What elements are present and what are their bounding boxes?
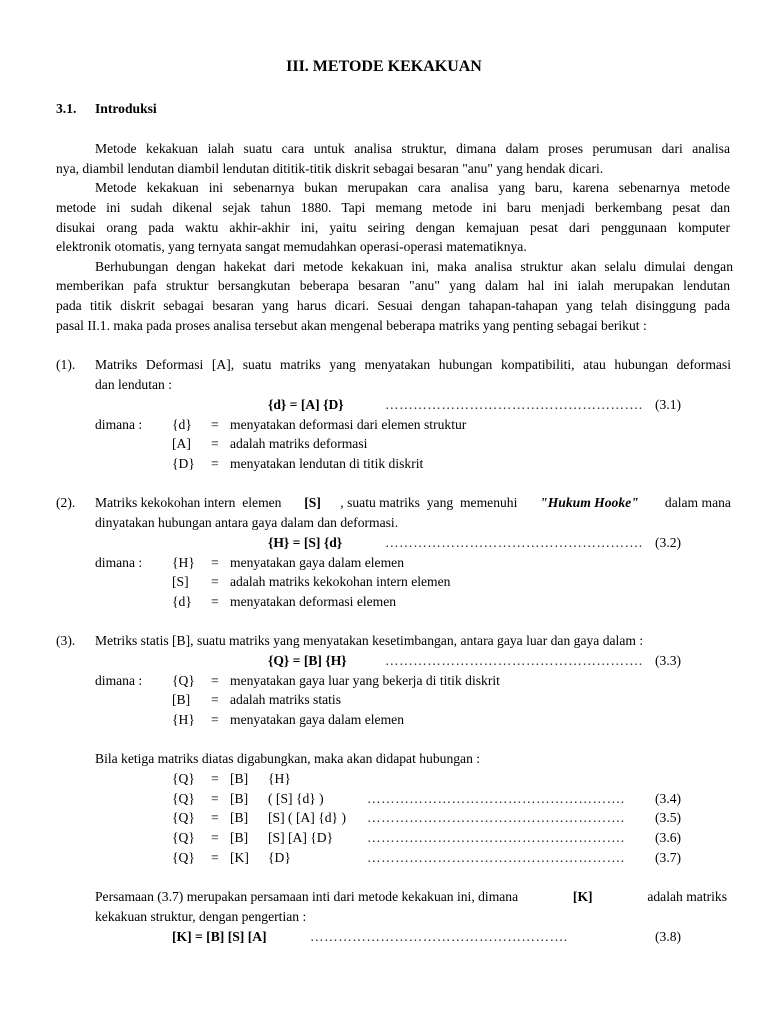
item2-line: dinyatakan hubungan antara gaya dalam dan deformasi. — [95, 515, 399, 530]
combine-rhs: {H} — [268, 771, 291, 786]
combine-lhs: {Q} — [172, 810, 195, 825]
combine-equals: = — [211, 850, 219, 865]
def-text: menyatakan gaya dalam elemen — [230, 712, 404, 727]
combine-equals: = — [211, 830, 219, 845]
final-text: adalah matriks — [643, 889, 727, 904]
leader-dots: ………………………………………………. — [367, 810, 625, 825]
para3-line: Berhubungan dengan hakekat dari metode kekakuan ini, maka analisa struktur akan selalu dimulai dengan — [95, 259, 733, 274]
dimana-label: dimana : — [95, 673, 143, 688]
combine-lhs: {Q} — [172, 791, 195, 806]
equation-number: (3.6) — [655, 830, 682, 845]
def-equals: = — [211, 692, 219, 707]
leader-dots: ………………………………………………. — [310, 929, 568, 944]
combine-rhs: {D} — [268, 850, 291, 865]
def-symbol: {d} — [172, 417, 192, 432]
def-text: adalah matriks statis — [230, 692, 341, 707]
def-symbol: [A] — [172, 436, 191, 451]
section-number: 3.1. — [56, 101, 77, 116]
def-symbol: {Q} — [172, 673, 195, 688]
para3-line: pada titik diskrit sebagai besaran yang harus dicari. Sesuai dengan tahapan-tahapan yang telah disinggung pada — [56, 298, 730, 313]
item3-line: Metriks statis [B], suatu matriks yang menyatakan kesetimbangan, antara gaya luar dan gaya dalam : — [95, 633, 644, 648]
item3-number: (3). — [56, 633, 76, 648]
leader-dots: ………………………………………………. — [385, 535, 643, 550]
matrix-s-symbol: [S] — [304, 495, 321, 510]
para2-line: elektronik otomatis, yang ternyata sangat memudahkan operasi-operasi matematiknya. — [56, 239, 527, 254]
item1-number: (1). — [56, 357, 76, 372]
item1-line: dan lendutan : — [95, 377, 173, 392]
equation-3-1: {d} = [A] {D} — [268, 397, 344, 412]
dimana-label: dimana : — [95, 555, 143, 570]
def-equals: = — [211, 555, 219, 570]
def-equals: = — [211, 417, 219, 432]
final-line — [95, 889, 727, 905]
combine-matrix: [B] — [230, 771, 249, 786]
combine-equals: = — [211, 791, 219, 806]
combine-equals: = — [211, 810, 219, 825]
para1-line: nya, diambil lendutan diambil lendutan dititik-titik diskrit sebagai besaran "anu" yang hendak dicari. — [56, 161, 604, 176]
combine-lhs: {Q} — [172, 771, 195, 786]
leader-dots: ………………………………………………. — [367, 850, 625, 865]
def-symbol: {d} — [172, 594, 192, 609]
page-title: III. METODE KEKAKUAN — [286, 58, 482, 75]
combine-lhs: {Q} — [172, 830, 195, 845]
def-symbol: {H} — [172, 712, 195, 727]
equation-number: (3.5) — [655, 810, 682, 825]
def-equals: = — [211, 594, 219, 609]
para2-line: metode ini sudah dikenal sejak tahun 1880. Tapi memang metode ini baru menjadi berkembang pesat dan — [56, 200, 730, 215]
final-line: kekakuan struktur, dengan pengertian : — [95, 909, 307, 924]
def-equals: = — [211, 456, 219, 471]
def-text: menyatakan gaya dalam elemen — [230, 555, 404, 570]
combine-rhs: ( [S] {d} ) — [268, 791, 324, 806]
def-equals: = — [211, 673, 219, 688]
item2-line — [95, 495, 731, 511]
def-equals: = — [211, 712, 219, 727]
leader-dots: ………………………………………………. — [385, 397, 643, 412]
equation-number: (3.3) — [655, 653, 682, 668]
para3-line: pasal II.1. maka pada proses analisa tersebut akan mengenal beberapa matriks yang penting sebagai berikut : — [56, 318, 647, 333]
equation-number: (3.8) — [655, 929, 682, 944]
leader-dots: ………………………………………………. — [367, 830, 625, 845]
def-equals: = — [211, 574, 219, 589]
final-text: Persamaan (3.7) merupakan persamaan inti dari metode kekakuan ini, dimana — [95, 889, 522, 904]
section-title: Introduksi — [95, 101, 157, 116]
def-symbol: {H} — [172, 555, 195, 570]
equation-number: (3.1) — [655, 397, 682, 412]
equation-3-3: {Q} = [B] {H} — [268, 653, 347, 668]
equation-number: (3.2) — [655, 535, 682, 550]
combine-matrix: [B] — [230, 830, 249, 845]
para2-line: disukai orang pada waktu akhir-akhir ini, yaitu seiring dengan kemajuan pesat dari penggunaan komputer — [56, 220, 730, 235]
combine-matrix: [K] — [230, 850, 249, 865]
item1-line: Matriks Deformasi [A], suatu matriks yang menyatakan hubungan kompatibiliti, atau hubungan deformasi — [95, 357, 731, 372]
def-text: menyatakan deformasi dari elemen struktur — [230, 417, 467, 432]
leader-dots: ………………………………………………. — [367, 791, 625, 806]
item2-text: , suatu matriks yang memenuhi — [340, 495, 521, 510]
combine-intro: Bila ketiga matriks diatas digabungkan, maka akan didapat hubungan : — [95, 751, 481, 766]
matrix-k-symbol: [K] — [572, 889, 593, 904]
item2-number: (2). — [56, 495, 76, 510]
combine-matrix: [B] — [230, 810, 249, 825]
combine-matrix: [B] — [230, 791, 249, 806]
para2-line: Metode kekakuan ini sebenarnya bukan merupakan cara analisa yang baru, karena sebenarnya metode — [95, 180, 730, 195]
equation-3-8: [K] = [B] [S] [A] — [172, 929, 267, 944]
para1-line: Metode kekakuan ialah suatu cara untuk analisa struktur, dimana dalam proses perumusan dari analisa — [95, 141, 730, 156]
def-symbol: {D} — [172, 456, 195, 471]
combine-equals: = — [211, 771, 219, 786]
equation-number: (3.4) — [655, 791, 682, 806]
combine-rhs: [S] ( [A] {d} ) — [268, 810, 346, 825]
def-symbol: [B] — [172, 692, 191, 707]
def-text: menyatakan lendutan di titik diskrit — [230, 456, 424, 471]
equation-3-2: {H} = [S] {d} — [268, 535, 343, 550]
def-equals: = — [211, 436, 219, 451]
item2-text: dalam mana — [658, 495, 731, 510]
def-text: menyatakan gaya luar yang bekerja di titik diskrit — [230, 673, 500, 688]
leader-dots: ………………………………………………. — [385, 653, 643, 668]
combine-lhs: {Q} — [172, 850, 195, 865]
para3-line: memberikan pafa struktur bersangkutan beberapa besaran "anu" yang dalam hal ini ialah merupakan lendutan — [56, 278, 730, 293]
def-text: adalah matriks deformasi — [230, 436, 368, 451]
dimana-label: dimana : — [95, 417, 143, 432]
def-symbol: [S] — [172, 574, 189, 589]
def-text: menyatakan deformasi elemen — [230, 594, 397, 609]
combine-rhs: [S] [A] {D} — [268, 830, 334, 845]
item2-text: Matriks kekokohan intern elemen — [95, 495, 285, 510]
def-text: adalah matriks kekokohan intern elemen — [230, 574, 451, 589]
hukum-hooke-text: "Hukum Hooke" — [540, 495, 639, 510]
equation-number: (3.7) — [655, 850, 682, 865]
